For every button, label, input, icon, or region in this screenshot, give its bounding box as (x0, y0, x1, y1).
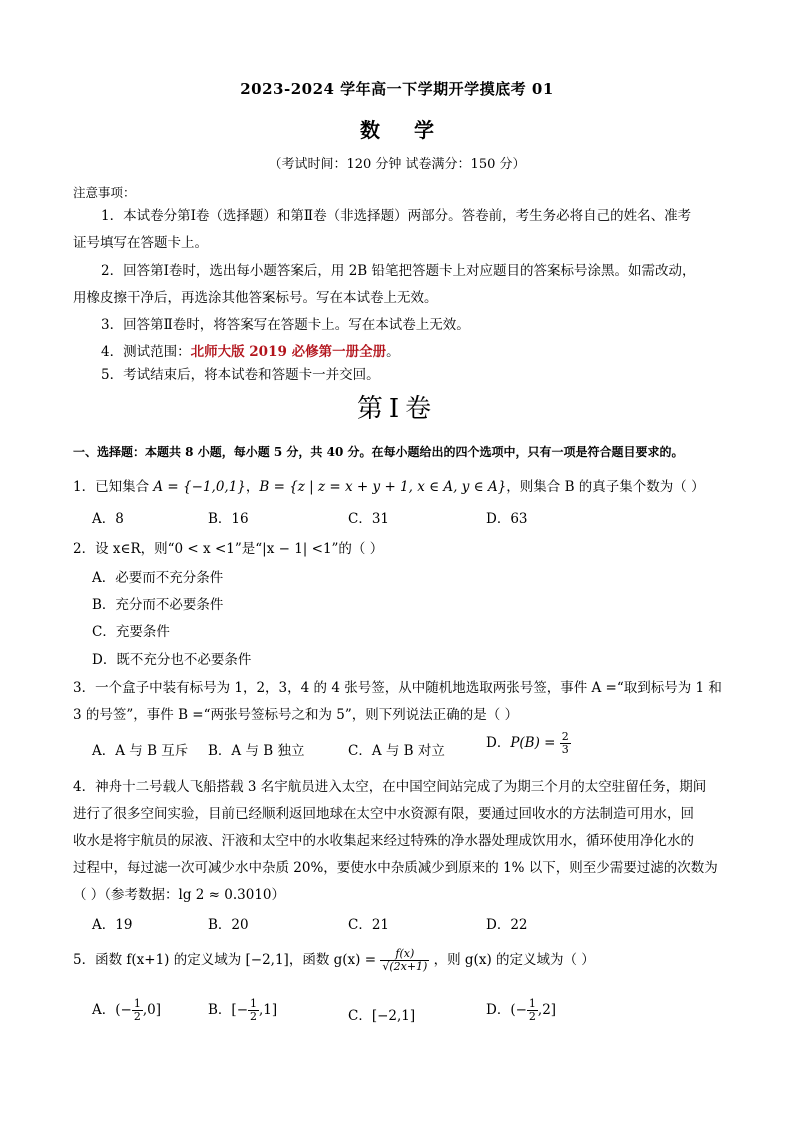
q5-text-a: 5．函数 f(x+1) 的定义域为 [−2,1]，函数 g(x) = (73, 952, 377, 968)
q1-text-b: ， (245, 479, 260, 495)
q5-option-b-den: 2 (250, 1010, 258, 1023)
q5-frac-den: √(2x+1) (382, 960, 428, 973)
notice-item-3: 3．回答第Ⅱ卷时，将答案写在答题卡上。写在本试卷上无效。 (101, 317, 470, 333)
q1-option-c: C．31 (348, 511, 390, 527)
notice-item-4-suffix: 。 (386, 344, 400, 360)
q1-text-c: ，则集合 B 的真子集个数为（ ） (506, 479, 705, 495)
q5-option-a-den: 2 (133, 1010, 141, 1023)
q5-option-b-label: B． (208, 1002, 232, 1018)
q3-frac-num: 2 (561, 730, 569, 743)
q4-option-b: B．20 (208, 917, 249, 933)
q3-option-c: C．A 与 B 对立 (348, 743, 445, 759)
section-title: 第Ⅰ卷 (356, 394, 438, 424)
q2-option-a: A．必要而不充分条件 (92, 570, 224, 586)
question-4-line5: （ ）（参考数据：lg 2 ≈ 0.3010） (73, 887, 286, 903)
question-5 (73, 948, 595, 973)
q3-option-d-fraction (560, 731, 571, 756)
q1-option-b: B．16 (208, 511, 249, 527)
exam-info: （考试时间：120 分钟 试卷满分：150 分） (268, 157, 526, 172)
notice-item-4-prefix: 4．测试范围： (101, 344, 191, 360)
q5-option-c-label: C． (348, 1008, 372, 1024)
test-scope-highlight: 北师大版 2019 必修第一册全册 (190, 344, 387, 360)
q3-frac-den: 3 (561, 743, 569, 756)
notice-item-2-line1: 2．回答第Ⅰ卷时，选出每小题答案后，用 2B 铅笔把答题卡上对应题目的答案标号涂黑。如需改动， (101, 263, 696, 279)
q4-option-d: D．22 (486, 917, 528, 933)
q5-option-d-label: D． (486, 1002, 511, 1018)
notice-item-2-line2: 用橡皮擦干净后，再选涂其他答案标号。写在本试卷上无效。 (73, 290, 438, 306)
q1-option-a: A．8 (92, 511, 124, 527)
q5-option-b-right: ,1] (259, 1002, 278, 1018)
q1-text-a: 1．已知集合 (73, 479, 154, 495)
question-3-line1: 3．一个盒子中装有标号为 1，2，3，4 的 4 张号签，从中随机地选取两张号签，事件 A =“取到标号为 1 和 (73, 680, 722, 696)
q5-option-c-value: [−2,1] (371, 1008, 416, 1024)
q3-option-d (486, 731, 571, 756)
q3-option-d-label: D． (486, 735, 511, 751)
question-4-line2: 进行了很多空间实验，目前已经顺利返回地球在太空中水资源有限，要通过回收水的方法制造可用水，回 (73, 806, 694, 822)
question-2: 2．设 x∈R，则“0 < x <1”是“|x − 1| <1”的（ ） (73, 541, 384, 557)
q5-option-b-num: 1 (250, 997, 258, 1010)
question-4-line1: 4．神舟十二号载人飞船搭载 3 名宇航员进入太空，在中国空间站完成了为期三个月的太空驻留任务，期间 (73, 779, 707, 795)
section-description: 一、选择题：本题共 8 小题，每小题 5 分，共 40 分。在每小题给出的四个选项中，只有一项是符合题目要求的。 (73, 445, 684, 459)
q5-option-a-fraction (132, 998, 143, 1023)
q5-option-d-fraction (527, 998, 538, 1023)
q1-option-d: D．63 (486, 511, 528, 527)
exam-title: 2023-2024 学年高一下学期开学摸底考 01 (240, 80, 554, 98)
question-3-line2: 3 的号签”，事件 B =“两张号签标号之和为 5”，则下列说法正确的是（ ） (73, 707, 519, 723)
q5-option-b-left: [− (231, 1002, 249, 1018)
q4-option-c: C．21 (348, 917, 390, 933)
q5-option-a-num: 1 (133, 997, 141, 1010)
question-4-line3: 收水是将宇航员的尿液、汗液和太空中的水收集起来经过特殊的净水器处理成饮用水，循环使用净化水的 (73, 833, 694, 849)
q5-option-a (92, 998, 161, 1023)
q5-option-a-label: A． (92, 1002, 116, 1018)
q1-set-a: A = {−1,0,1} (153, 479, 246, 495)
q5-option-d-num: 1 (528, 997, 536, 1010)
q2-option-b: B．充分而不必要条件 (92, 597, 224, 613)
subject-heading: 数学 (360, 118, 468, 142)
q2-option-d: D．既不充分也不必要条件 (92, 652, 252, 668)
q5-frac-num: f(x) (380, 948, 429, 961)
q5-option-d (486, 998, 556, 1023)
question-1 (73, 475, 705, 495)
q5-option-b-fraction (248, 998, 259, 1023)
q5-option-a-left: (− (115, 1002, 132, 1018)
q5-option-c (348, 1004, 415, 1024)
q2-option-c: C．充要条件 (92, 624, 170, 640)
notice-item-1-line1: 1．本试卷分第Ⅰ卷（选择题）和第Ⅱ卷（非选择题）两部分。答卷前，考生务必将自己的姓名、准考 (101, 208, 692, 224)
q1-set-b: B = {z | z = x + y + 1, x ∈ A, y ∈ A} (259, 479, 507, 495)
q5-option-d-den: 2 (528, 1010, 536, 1023)
notice-item-5: 5．考试结束后，将本试卷和答题卡一并交回。 (101, 367, 380, 383)
question-4-line4: 过程中，每过滤一次可减少水中杂质 20%，要使水中杂质减少到原来的 1% 以下，则至少需要过滤的次数为 (73, 860, 718, 876)
q3-option-a: A．A 与 B 互斥 (92, 743, 189, 759)
q5-text-b: ，则 g(x) 的定义域为（ ） (433, 952, 595, 968)
notice-title: 注意事项： (73, 185, 136, 200)
q5-fraction (380, 948, 429, 973)
q4-option-a: A．19 (92, 917, 133, 933)
q5-option-a-right: ,0] (142, 1002, 161, 1018)
q3-option-d-expr: P(B) = (510, 735, 556, 751)
notice-item-1-line2: 证号填写在答题卡上。 (73, 235, 208, 251)
q5-option-b (208, 998, 277, 1023)
q5-option-d-left: (− (510, 1002, 527, 1018)
q3-option-b: B．A 与 B 独立 (208, 743, 305, 759)
q5-option-d-right: ,2] (537, 1002, 557, 1018)
